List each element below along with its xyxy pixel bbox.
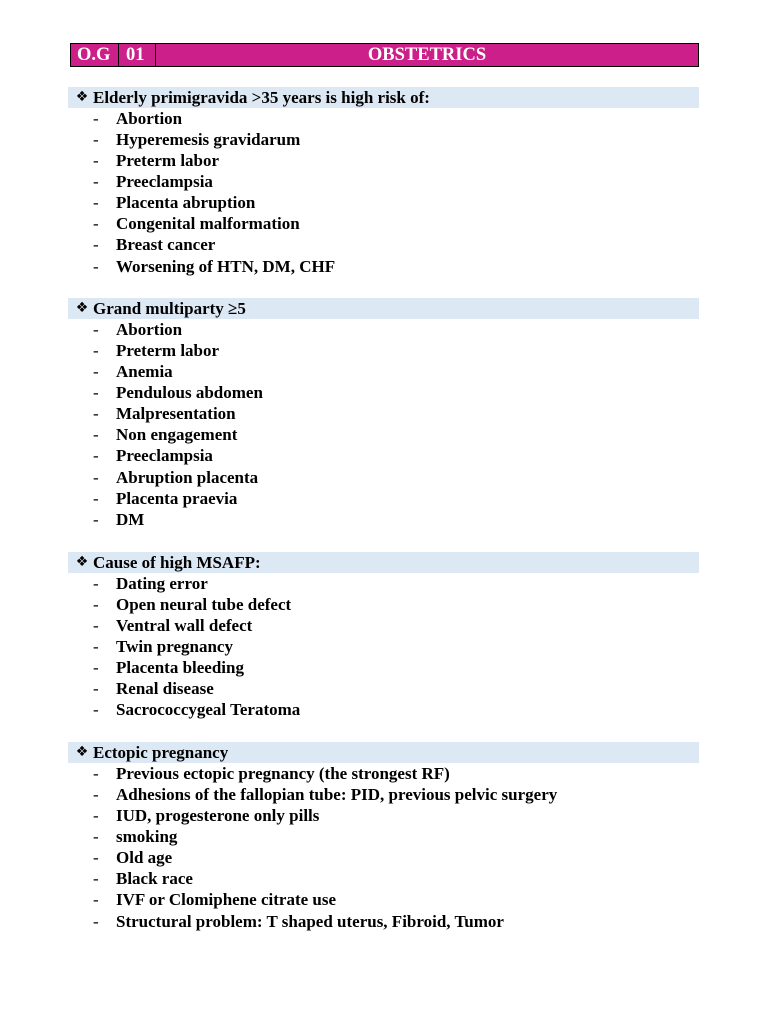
list-item-text: Placenta abruption	[116, 193, 256, 213]
list-item	[68, 488, 699, 509]
list-item-text: Placenta bleeding	[116, 658, 244, 678]
dash-icon: -	[93, 467, 99, 487]
dash-icon: -	[93, 805, 99, 825]
list-item-text: Open neural tube defect	[116, 594, 292, 614]
list-item	[68, 340, 699, 361]
list-item-text: Previous ectopic pregnancy (the strongest RF)	[116, 763, 450, 783]
list-item-text: Congenital malformation	[116, 214, 300, 234]
dash-icon: -	[93, 382, 99, 402]
list-item	[68, 658, 699, 679]
list-item	[68, 784, 699, 805]
section-grand-multiparty	[68, 298, 699, 530]
list-item-text: IUD, progesterone only pills	[116, 805, 320, 825]
section-heading	[68, 552, 699, 573]
list-item-text: Twin pregnancy	[116, 636, 233, 656]
list-item	[68, 615, 699, 636]
list-item	[68, 763, 699, 784]
list-item	[68, 382, 699, 403]
list-item	[68, 446, 699, 467]
list-item-text: Anemia	[116, 361, 173, 381]
section-heading	[68, 87, 699, 108]
item-list	[68, 573, 699, 721]
list-item	[68, 805, 699, 826]
list-item	[68, 509, 699, 530]
dash-icon: -	[93, 636, 99, 656]
list-item	[68, 256, 699, 277]
list-item-text: Preeclampsia	[116, 446, 213, 466]
list-item	[68, 425, 699, 446]
dash-icon: -	[93, 425, 99, 445]
dash-icon: -	[93, 404, 99, 424]
list-item-text: IVF or Clomiphene citrate use	[116, 890, 337, 910]
dash-icon: -	[93, 340, 99, 360]
list-item	[68, 700, 699, 721]
list-item	[68, 108, 699, 129]
dash-icon: -	[93, 911, 99, 931]
list-item-text: Renal disease	[116, 679, 214, 699]
item-list	[68, 108, 699, 277]
list-item	[68, 361, 699, 382]
list-item-text: Black race	[116, 869, 193, 889]
section-ectopic-pregnancy	[68, 742, 699, 932]
dash-icon: -	[93, 446, 99, 466]
list-item-text: Preterm labor	[116, 340, 220, 360]
dash-icon: -	[93, 615, 99, 635]
dash-icon: -	[93, 594, 99, 614]
list-item	[68, 171, 699, 192]
dash-icon: -	[93, 256, 99, 276]
diamond-bullet-icon: ❖	[75, 89, 89, 105]
dash-icon: -	[93, 193, 99, 213]
list-item	[68, 235, 699, 256]
list-item	[68, 890, 699, 911]
list-item-text: Abruption placenta	[116, 467, 259, 487]
diamond-bullet-icon: ❖	[75, 300, 89, 316]
list-item	[68, 594, 699, 615]
dash-icon: -	[93, 573, 99, 593]
dash-icon: -	[93, 171, 99, 191]
list-item-text: Abortion	[116, 108, 183, 128]
list-item-text: DM	[116, 509, 145, 529]
list-item-text: Hyperemesis gravidarum	[116, 129, 301, 149]
list-item	[68, 911, 699, 932]
list-item	[68, 193, 699, 214]
page-title: OBSTETRICS	[367, 44, 487, 65]
list-item-text: Non engagement	[116, 425, 238, 445]
dash-icon: -	[93, 108, 99, 128]
section-title: Elderly primigravida >35 years is high risk of:	[93, 88, 430, 107]
section-elderly-primigravida	[68, 87, 699, 277]
section-heading	[68, 742, 699, 763]
dash-icon: -	[93, 700, 99, 720]
section-high-msafp	[68, 552, 699, 721]
dash-icon: -	[93, 488, 99, 508]
list-item-text: Ventral wall defect	[116, 615, 253, 635]
section-title: Grand multiparty ≥5	[93, 299, 246, 318]
dash-icon: -	[93, 679, 99, 699]
list-item	[68, 826, 699, 847]
list-item-text: Preeclampsia	[116, 171, 213, 191]
list-item-text: Malpresentation	[116, 404, 236, 424]
list-item	[68, 404, 699, 425]
list-item-text: smoking	[116, 826, 178, 846]
dash-icon: -	[93, 848, 99, 868]
dash-icon: -	[93, 826, 99, 846]
list-item-text: Preterm labor	[116, 150, 220, 170]
list-item-text: Old age	[116, 848, 173, 868]
dash-icon: -	[93, 763, 99, 783]
list-item-text: Pendulous abdomen	[116, 382, 263, 402]
dash-icon: -	[93, 235, 99, 255]
header-number: 01	[119, 44, 156, 66]
list-item	[68, 869, 699, 890]
list-item	[68, 848, 699, 869]
dash-icon: -	[93, 869, 99, 889]
diamond-bullet-icon: ❖	[75, 554, 89, 570]
header-code: O.G	[71, 44, 119, 66]
list-item	[68, 214, 699, 235]
dash-icon: -	[93, 890, 99, 910]
item-list	[68, 763, 699, 932]
list-item-text: Abortion	[116, 319, 183, 339]
dash-icon: -	[93, 319, 99, 339]
list-item	[68, 319, 699, 340]
list-item-text: Placenta praevia	[116, 488, 238, 508]
list-item	[68, 573, 699, 594]
list-item-text: Breast cancer	[116, 235, 216, 255]
list-item	[68, 129, 699, 150]
list-item-text: Dating error	[116, 573, 208, 593]
item-list	[68, 319, 699, 530]
list-item-text: Adhesions of the fallopian tube: PID, previous pelvic surgery	[116, 784, 558, 804]
list-item	[68, 679, 699, 700]
dash-icon: -	[93, 150, 99, 170]
dash-icon: -	[93, 361, 99, 381]
dash-icon: -	[93, 784, 99, 804]
diamond-bullet-icon: ❖	[75, 744, 89, 760]
section-heading	[68, 298, 699, 319]
page-header-bar	[70, 43, 699, 67]
section-title: Cause of high MSAFP:	[93, 553, 261, 572]
dash-icon: -	[93, 509, 99, 529]
list-item-text: Worsening of HTN, DM, CHF	[116, 256, 336, 276]
list-item-text: Sacrococcygeal Teratoma	[116, 700, 301, 720]
dash-icon: -	[93, 214, 99, 234]
list-item	[68, 467, 699, 488]
list-item	[68, 636, 699, 657]
dash-icon: -	[93, 129, 99, 149]
list-item-text: Structural problem: T shaped uterus, Fibroid, Tumor	[116, 911, 504, 931]
list-item	[68, 150, 699, 171]
dash-icon: -	[93, 658, 99, 678]
section-title: Ectopic pregnancy	[93, 743, 229, 762]
